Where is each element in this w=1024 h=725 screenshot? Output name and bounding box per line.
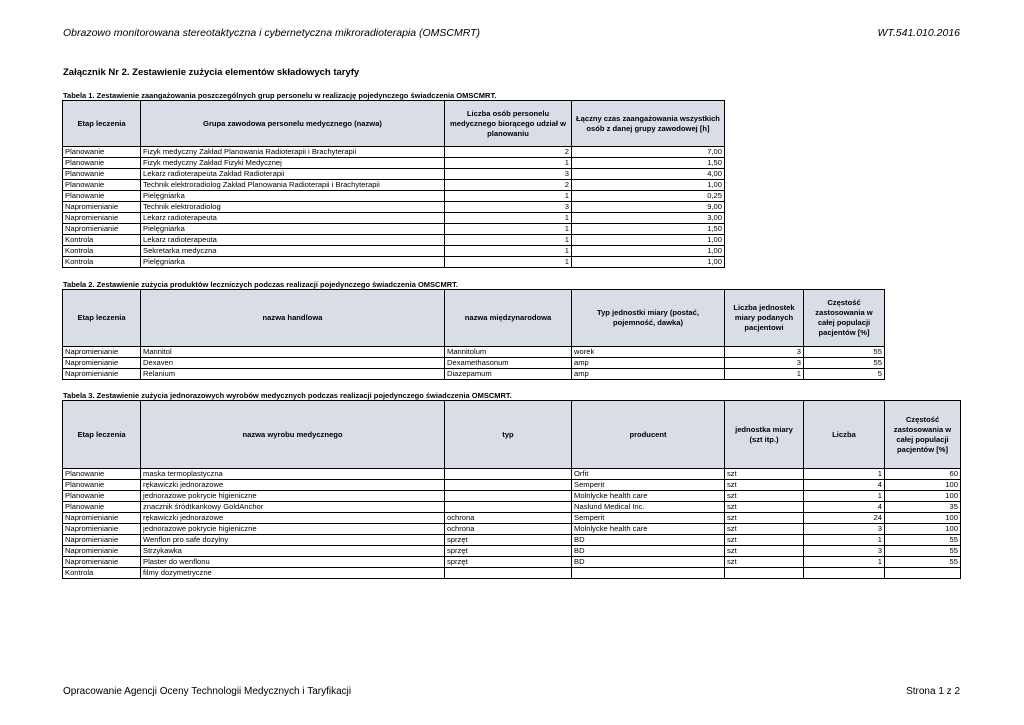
table-cell: 4,00 bbox=[572, 169, 725, 180]
table-row bbox=[63, 469, 961, 480]
table-cell: ochrona bbox=[445, 513, 572, 524]
table-cell: 1 bbox=[445, 257, 572, 268]
table-cell bbox=[885, 568, 961, 579]
table-cell: Napromienianie bbox=[63, 202, 141, 213]
table-cell: 1,00 bbox=[572, 235, 725, 246]
table-cell: szt bbox=[725, 491, 804, 502]
footer-page-number: Strona 1 z 2 bbox=[906, 686, 960, 697]
table-cell: 3 bbox=[445, 169, 572, 180]
table-cell: Napromienianie bbox=[63, 224, 141, 235]
table-cell: 35 bbox=[885, 502, 961, 513]
table-cell: ochrona bbox=[445, 524, 572, 535]
table-cell: 1 bbox=[804, 491, 885, 502]
table-cell: 9,00 bbox=[572, 202, 725, 213]
table-cell: maska termoplastyczna bbox=[141, 469, 445, 480]
column-header: Częstość zastosowania w całej populacji pacjentów [%] bbox=[804, 290, 885, 347]
table-cell: 4 bbox=[804, 480, 885, 491]
table-cell: sprzęt bbox=[445, 546, 572, 557]
table-cell: 2 bbox=[445, 180, 572, 191]
table-cell: 24 bbox=[804, 513, 885, 524]
table-row bbox=[63, 169, 725, 180]
table-row bbox=[63, 235, 725, 246]
table-cell: BD bbox=[572, 535, 725, 546]
table-row bbox=[63, 535, 961, 546]
table-cell: 60 bbox=[885, 469, 961, 480]
table-cell: Fizyk medyczny Zakład Planowania Radioterapii i Brachyterapii bbox=[141, 147, 445, 158]
table-cell: Dexamethasonum bbox=[445, 358, 572, 369]
table-cell: 5 bbox=[804, 369, 885, 380]
table-cell: 1 bbox=[445, 235, 572, 246]
column-header: nazwa wyrobu medycznego bbox=[141, 401, 445, 469]
table-row bbox=[63, 224, 725, 235]
table-cell: jednorazowe pokrycie higieniczne bbox=[141, 491, 445, 502]
column-header: Etap leczenia bbox=[63, 290, 141, 347]
table-cell: Napromienianie bbox=[63, 347, 141, 358]
table-cell: Naslund Medical Inc. bbox=[572, 502, 725, 513]
table-cell: 1,50 bbox=[572, 224, 725, 235]
table-row bbox=[63, 180, 725, 191]
table-cell: Semperit bbox=[572, 513, 725, 524]
table3-caption: Tabela 3. Zestawienie zużycia jednorazowych wyrobów medycznych podczas realizacji pojedynczego świadczenia OMSCMRT. bbox=[63, 391, 512, 400]
column-header: producent bbox=[572, 401, 725, 469]
table-cell: Napromienianie bbox=[63, 546, 141, 557]
table-cell: 100 bbox=[885, 524, 961, 535]
table-cell: Planowanie bbox=[63, 147, 141, 158]
table-row bbox=[63, 568, 961, 579]
table-cell: 55 bbox=[804, 347, 885, 358]
table-cell: szt bbox=[725, 502, 804, 513]
table-cell: Napromienianie bbox=[63, 358, 141, 369]
table-cell: Planowanie bbox=[63, 502, 141, 513]
table-cell: 1 bbox=[445, 213, 572, 224]
document-header-title: Obrazowo monitorowana stereotaktyczna i cybernetyczna mikroradioterapia (OMSCMRT) bbox=[63, 27, 481, 39]
table-cell: Orfit bbox=[572, 469, 725, 480]
table-cell: 1 bbox=[804, 557, 885, 568]
medicines-table bbox=[62, 289, 885, 380]
table-cell: szt bbox=[725, 546, 804, 557]
table-cell: 1 bbox=[725, 369, 804, 380]
table-cell: 1 bbox=[804, 535, 885, 546]
table-row bbox=[63, 524, 961, 535]
table-row bbox=[63, 557, 961, 568]
table-cell: Planowanie bbox=[63, 158, 141, 169]
table-cell: rękawiczki jednorazowe bbox=[141, 513, 445, 524]
table-cell: Planowanie bbox=[63, 180, 141, 191]
table-cell: Plaster do wenflonu bbox=[141, 557, 445, 568]
table-cell bbox=[804, 568, 885, 579]
table-cell: Planowanie bbox=[63, 480, 141, 491]
table-cell: Molnlycke health care bbox=[572, 491, 725, 502]
table-cell: jednorazowe pokrycie higieniczne bbox=[141, 524, 445, 535]
table2-caption: Tabela 2. Zestawienie zużycia produktów leczniczych podczas realizacji pojedynczego świadczenia OMSCMRT. bbox=[63, 280, 458, 289]
table-cell: 2 bbox=[445, 147, 572, 158]
table-cell: Napromienianie bbox=[63, 369, 141, 380]
table-cell: 1,00 bbox=[572, 180, 725, 191]
table-cell: 55 bbox=[885, 535, 961, 546]
table-cell: 1 bbox=[445, 246, 572, 257]
column-header: Etap leczenia bbox=[63, 401, 141, 469]
column-header: Liczba jednostek miary podanych pacjentowi bbox=[725, 290, 804, 347]
table-cell: amp bbox=[572, 369, 725, 380]
table-cell: Sekretarka medyczna bbox=[141, 246, 445, 257]
column-header: Liczba bbox=[804, 401, 885, 469]
column-header: Łączny czas zaangażowania wszystkich osób z danej grupy zawodowej [h] bbox=[572, 101, 725, 147]
table-cell: Dexaven bbox=[141, 358, 445, 369]
table-cell: filmy dozymetryczne bbox=[141, 568, 445, 579]
table-cell: 0,25 bbox=[572, 191, 725, 202]
table-cell: 3 bbox=[804, 524, 885, 535]
table-cell: Wenflon pro safe dozylny bbox=[141, 535, 445, 546]
table-row bbox=[63, 246, 725, 257]
table-cell: 55 bbox=[804, 358, 885, 369]
medical-devices-table bbox=[62, 400, 961, 579]
table-cell: 1 bbox=[804, 469, 885, 480]
table-cell: 3 bbox=[445, 202, 572, 213]
table-cell bbox=[445, 480, 572, 491]
table-row bbox=[63, 369, 885, 380]
table-cell: Fizyk medyczny Zakład Fizyki Medycznej bbox=[141, 158, 445, 169]
table-cell: Semperit bbox=[572, 480, 725, 491]
column-header: Etap leczenia bbox=[63, 101, 141, 147]
footer-agency: Opracowanie Agencji Oceny Technologii Medycznych i Taryfikacji bbox=[63, 686, 352, 697]
table-cell: szt bbox=[725, 535, 804, 546]
table-cell: Lekarz radioterapeuta bbox=[141, 235, 445, 246]
attachment-title: Załącznik Nr 2. Zestawienie zużycia elementów składowych taryfy bbox=[63, 67, 360, 78]
table-cell: 1 bbox=[445, 158, 572, 169]
table-cell: Napromienianie bbox=[63, 535, 141, 546]
column-header: Grupa zawodowa personelu medycznego (nazwa) bbox=[141, 101, 445, 147]
table-cell: Technik elektroradiolog Zakład Planowania Radioterapii i Brachyterapii bbox=[141, 180, 445, 191]
table-cell: 3 bbox=[725, 347, 804, 358]
table-cell: szt bbox=[725, 469, 804, 480]
table-cell: 100 bbox=[885, 513, 961, 524]
column-header: jednostka miary (szt itp.) bbox=[725, 401, 804, 469]
table-row bbox=[63, 202, 725, 213]
table-cell: 1,50 bbox=[572, 158, 725, 169]
table1-caption: Tabela 1. Zestawienie zaangażowania poszczególnych grup personelu w realizację pojedynczego świadczenia OMSCMRT. bbox=[63, 91, 497, 100]
table-cell: Strzykawka bbox=[141, 546, 445, 557]
table-cell: Molnlycke health care bbox=[572, 524, 725, 535]
table-cell: 1,00 bbox=[572, 246, 725, 257]
table-cell: 55 bbox=[885, 557, 961, 568]
table-cell: 100 bbox=[885, 480, 961, 491]
table-cell: sprzęt bbox=[445, 535, 572, 546]
table-row bbox=[63, 158, 725, 169]
table-cell: szt bbox=[725, 524, 804, 535]
personnel-table bbox=[62, 100, 725, 268]
table-cell: szt bbox=[725, 557, 804, 568]
column-header: Częstość zastosowania w całej populacji pacjentów [%] bbox=[885, 401, 961, 469]
table-cell: Pielęgniarka bbox=[141, 257, 445, 268]
table-cell: rękawiczki jednorazowe bbox=[141, 480, 445, 491]
table-cell bbox=[445, 469, 572, 480]
column-header: nazwa handlowa bbox=[141, 290, 445, 347]
table-cell: 1 bbox=[445, 191, 572, 202]
table-cell: 3 bbox=[725, 358, 804, 369]
column-header: typ bbox=[445, 401, 572, 469]
table-cell: Relanium bbox=[141, 369, 445, 380]
table-cell: znacznik śródtkankowy GoldAnchor bbox=[141, 502, 445, 513]
table-cell: Mannitolum bbox=[445, 347, 572, 358]
table-cell bbox=[445, 502, 572, 513]
table-cell: Lekarz radioterapeuta Zakład Radioterapii bbox=[141, 169, 445, 180]
table-row bbox=[63, 491, 961, 502]
table-cell: 100 bbox=[885, 491, 961, 502]
table-cell: Planowanie bbox=[63, 169, 141, 180]
table-cell: 4 bbox=[804, 502, 885, 513]
table-cell bbox=[445, 568, 572, 579]
document-header-code: WT.541.010.2016 bbox=[877, 27, 960, 39]
table-row bbox=[63, 191, 725, 202]
table-cell: Planowanie bbox=[63, 491, 141, 502]
table-cell: amp bbox=[572, 358, 725, 369]
table-cell bbox=[725, 568, 804, 579]
column-header: Typ jednostki miary (postać, pojemność, dawka) bbox=[572, 290, 725, 347]
table-cell: 7,00 bbox=[572, 147, 725, 158]
table-cell: Diazepamum bbox=[445, 369, 572, 380]
table-cell: Napromienianie bbox=[63, 213, 141, 224]
table-row bbox=[63, 480, 961, 491]
table-row bbox=[63, 213, 725, 224]
table-row bbox=[63, 502, 961, 513]
table-cell: Planowanie bbox=[63, 191, 141, 202]
table-cell: Kontrola bbox=[63, 257, 141, 268]
table-row bbox=[63, 513, 961, 524]
table-cell: Technik elektroradiolog bbox=[141, 202, 445, 213]
table-cell bbox=[572, 568, 725, 579]
table-cell: Pielęgniarka bbox=[141, 191, 445, 202]
table-cell: BD bbox=[572, 557, 725, 568]
table-cell: 55 bbox=[885, 546, 961, 557]
table-cell: Kontrola bbox=[63, 246, 141, 257]
table-cell: 1 bbox=[445, 224, 572, 235]
table-row bbox=[63, 147, 725, 158]
table-cell: 3,00 bbox=[572, 213, 725, 224]
table-cell: sprzęt bbox=[445, 557, 572, 568]
table-cell: Planowanie bbox=[63, 469, 141, 480]
table-cell: 3 bbox=[804, 546, 885, 557]
table-cell bbox=[445, 491, 572, 502]
table-cell: Kontrola bbox=[63, 235, 141, 246]
table-cell: 1,00 bbox=[572, 257, 725, 268]
table-cell: Pielęgniarka bbox=[141, 224, 445, 235]
table-cell: Lekarz radioterapeuta bbox=[141, 213, 445, 224]
table-row bbox=[63, 347, 885, 358]
table-row bbox=[63, 546, 961, 557]
table-row bbox=[63, 358, 885, 369]
table-cell: Napromienianie bbox=[63, 524, 141, 535]
table-cell: Kontrola bbox=[63, 568, 141, 579]
column-header: Liczba osób personelu medycznego biorącego udział w planowaniu bbox=[445, 101, 572, 147]
table-cell: Mannitol bbox=[141, 347, 445, 358]
table-cell: Napromienianie bbox=[63, 557, 141, 568]
table-row bbox=[63, 257, 725, 268]
table-cell: worek bbox=[572, 347, 725, 358]
table-cell: szt bbox=[725, 480, 804, 491]
column-header: nazwa międzynarodowa bbox=[445, 290, 572, 347]
table-cell: szt bbox=[725, 513, 804, 524]
table-cell: Napromienianie bbox=[63, 513, 141, 524]
table-cell: BD bbox=[572, 546, 725, 557]
